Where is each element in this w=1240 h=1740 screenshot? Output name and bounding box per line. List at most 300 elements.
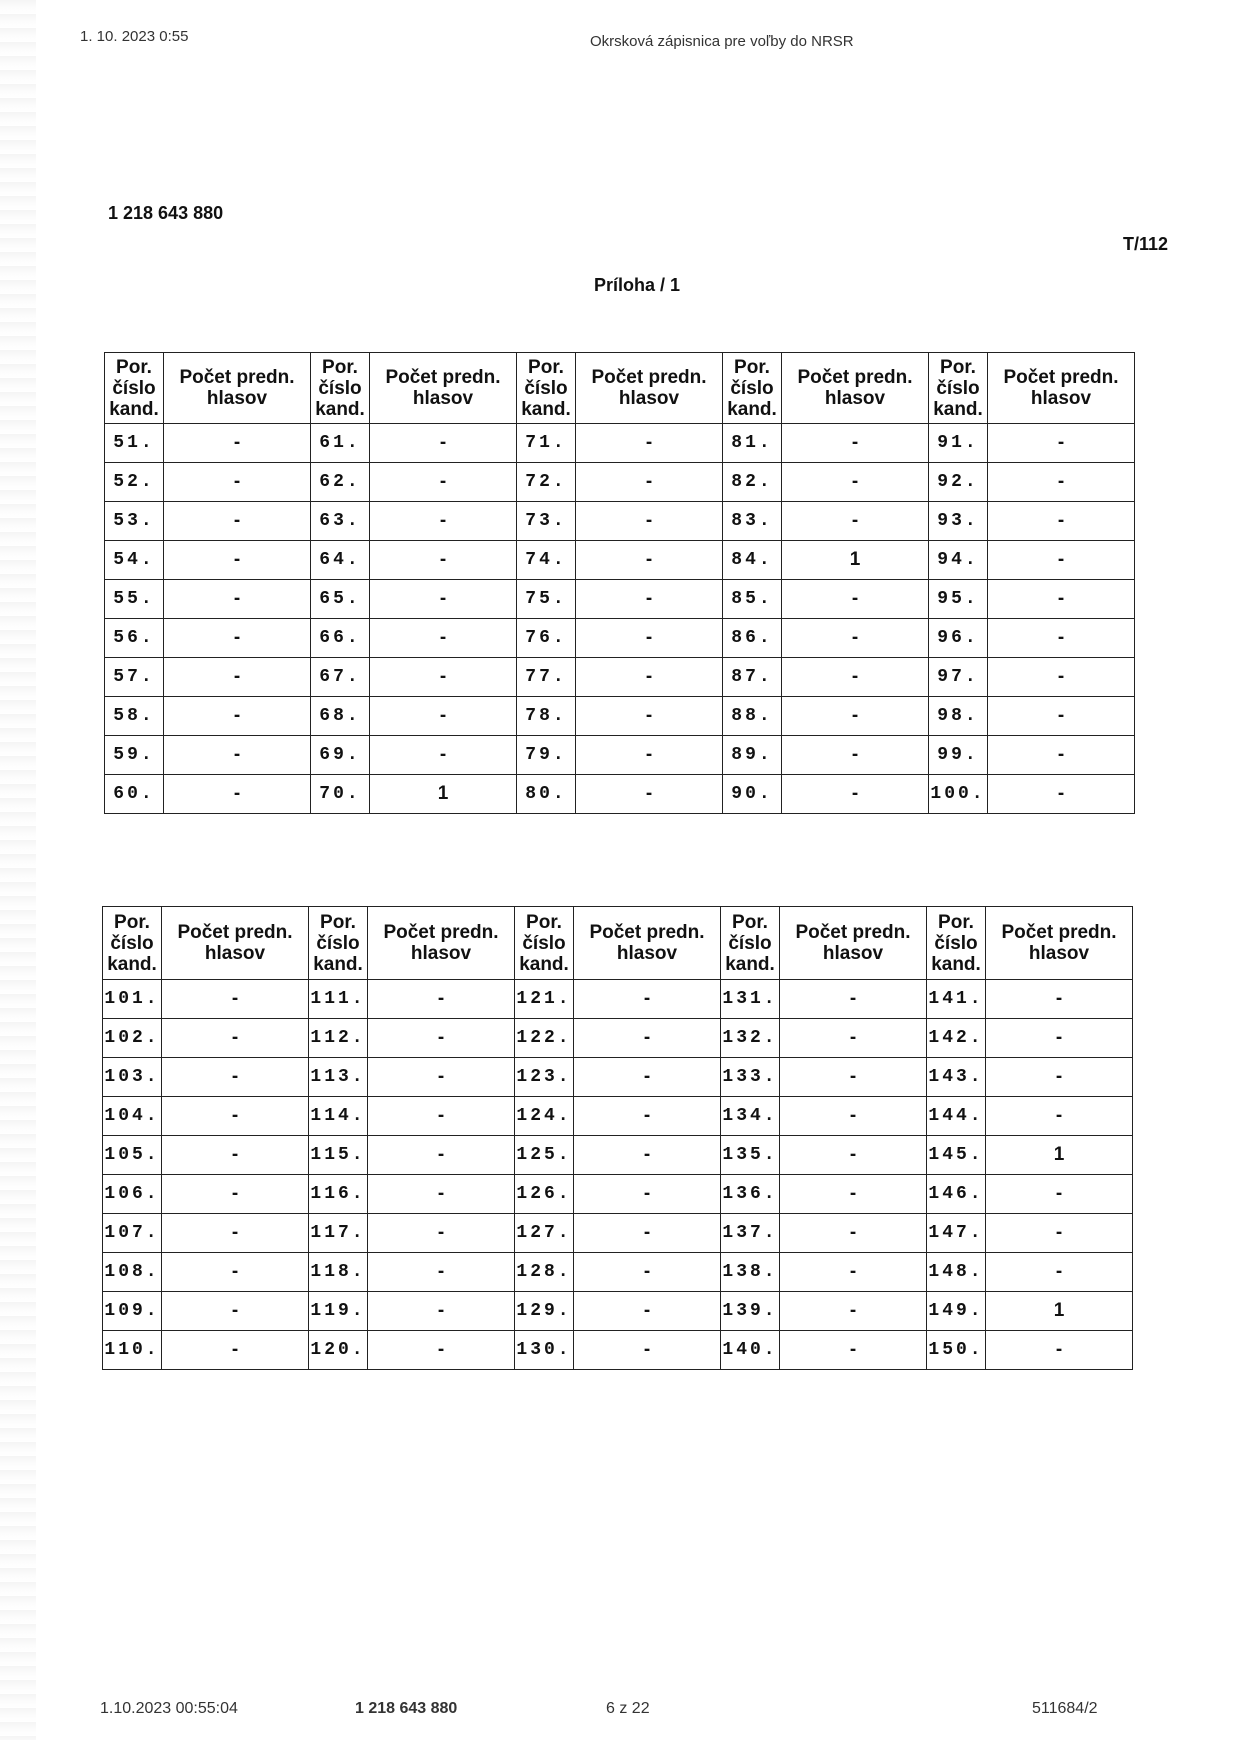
candidate-number-cell: 92. [929,463,988,502]
candidate-number-cell: 139. [721,1292,780,1331]
candidate-number-cell: 133. [721,1058,780,1097]
preference-votes-cell: - [986,1331,1133,1370]
preference-votes-cell: - [370,502,517,541]
preference-votes-cell: - [164,463,311,502]
header-candidate-number [929,353,988,424]
header-line: Por. [322,356,358,378]
preference-votes-cell: - [576,541,723,580]
candidate-number-cell: 60. [105,775,164,814]
preference-votes-cell: - [368,980,515,1019]
header-line: Por. [528,356,564,378]
preference-votes-cell: - [574,1331,721,1370]
candidate-number-cell: 115. [309,1136,368,1175]
preference-votes-cell: - [782,775,929,814]
candidate-number-cell: 150. [927,1331,986,1370]
table-row [103,1019,1133,1058]
candidate-number-cell: 79. [517,736,576,775]
table-row [105,541,1135,580]
header-line: Por. [938,911,974,933]
candidate-number-cell: 75. [517,580,576,619]
header-line: Počet predn. [797,367,913,388]
candidate-number-cell: 147. [927,1214,986,1253]
table-row [105,736,1135,775]
preference-votes-cell: - [162,1019,309,1058]
preference-votes-cell: - [986,1214,1133,1253]
candidate-number-cell: 95. [929,580,988,619]
preference-votes-cell: - [162,1331,309,1370]
candidate-number-cell: 132. [721,1019,780,1058]
header-line: číslo [316,932,360,954]
candidate-number-cell: 110. [103,1331,162,1370]
preference-votes-cell: - [574,1097,721,1136]
preference-votes-cell: - [988,697,1135,736]
header-preference-votes [986,907,1133,980]
preference-votes-cell: - [576,619,723,658]
header-line: číslo [112,377,156,399]
candidate-number-cell: 142. [927,1019,986,1058]
candidate-number-cell: 94. [929,541,988,580]
preference-votes-cell: - [164,619,311,658]
preference-votes-cell: - [368,1019,515,1058]
candidate-number-cell: 76. [517,619,576,658]
preference-votes-cell: 1 [370,775,517,814]
header-line: kand. [727,398,777,420]
header-line: Počet predn. [1001,922,1117,943]
candidate-number-cell: 107. [103,1214,162,1253]
candidate-number-cell: 52. [105,463,164,502]
preference-votes-cell: 1 [986,1292,1133,1331]
preference-votes-cell: - [162,1058,309,1097]
preference-votes-cell: - [370,541,517,580]
preference-votes-cell: - [780,1019,927,1058]
preference-votes-cell: - [780,1097,927,1136]
header-date: 1. 10. 2023 0:55 [80,28,189,45]
candidate-number-cell: 121. [515,980,574,1019]
candidate-number-cell: 129. [515,1292,574,1331]
preference-votes-cell: - [370,736,517,775]
candidate-number-cell: 126. [515,1175,574,1214]
header-line: kand. [931,953,981,975]
candidate-number-cell: 108. [103,1253,162,1292]
candidate-number-cell: 58. [105,697,164,736]
preference-votes-cell: - [574,1292,721,1331]
candidate-number-cell: 124. [515,1097,574,1136]
header-line: hlasov [204,943,266,964]
preference-votes-cell: - [574,1175,721,1214]
table-row [105,424,1135,463]
header-line: Por. [940,356,976,378]
preference-votes-cell: - [988,736,1135,775]
candidate-number-cell: 62. [311,463,370,502]
preference-votes-cell: - [576,502,723,541]
preference-votes-cell: - [780,1292,927,1331]
preference-votes-cell: - [164,658,311,697]
header-candidate-number [517,353,576,424]
preference-votes-cell: - [782,736,929,775]
header-line: Por. [320,911,356,933]
preference-votes-cell: - [164,502,311,541]
header-line: Počet predn. [385,367,501,388]
preference-votes-cell: - [370,580,517,619]
candidate-number-cell: 134. [721,1097,780,1136]
header-preference-votes [988,353,1135,424]
preference-votes-table-1 [104,352,1135,814]
header-line: Počet predn. [795,922,911,943]
candidate-number-cell: 100. [929,775,988,814]
candidate-number-cell: 65. [311,580,370,619]
preference-votes-cell: - [780,1331,927,1370]
header-line: Por. [114,911,150,933]
header-line: kand. [933,398,983,420]
candidate-number-cell: 122. [515,1019,574,1058]
preference-votes-cell: - [370,424,517,463]
preference-votes-cell: - [162,1292,309,1331]
preference-votes-cell: - [782,463,929,502]
preference-votes-cell: - [576,658,723,697]
candidate-number-cell: 87. [723,658,782,697]
header-line: Počet predn. [177,922,293,943]
header-candidate-number [103,907,162,980]
header-line: číslo [728,932,772,954]
preference-votes-cell: - [368,1175,515,1214]
header-line: hlasov [1030,388,1092,409]
preference-votes-cell: - [986,1175,1133,1214]
table-row [103,1214,1133,1253]
header-line: hlasov [412,388,474,409]
candidate-number-cell: 57. [105,658,164,697]
preference-votes-cell: - [574,1136,721,1175]
header-line: hlasov [206,388,268,409]
candidate-number-cell: 118. [309,1253,368,1292]
footer-reference: 511684/2 [1032,1700,1098,1717]
header-line: kand. [109,398,159,420]
candidate-number-cell: 72. [517,463,576,502]
table-row [105,619,1135,658]
header-line: Počet predn. [179,367,295,388]
header-line: číslo [936,377,980,399]
preference-votes-cell: - [164,541,311,580]
header-line: hlasov [822,943,884,964]
preference-votes-cell: - [370,619,517,658]
candidate-number-cell: 119. [309,1292,368,1331]
preference-votes-cell: - [164,697,311,736]
header-line: kand. [107,953,157,975]
candidate-number-cell: 117. [309,1214,368,1253]
candidate-number-cell: 125. [515,1136,574,1175]
candidate-number-cell: 130. [515,1331,574,1370]
candidate-number-cell: 82. [723,463,782,502]
candidate-number-cell: 104. [103,1097,162,1136]
header-candidate-number [311,353,370,424]
candidate-number-cell: 105. [103,1136,162,1175]
table-row [103,1097,1133,1136]
table-row [103,1175,1133,1214]
candidate-number-cell: 80. [517,775,576,814]
preference-votes-cell: - [782,580,929,619]
header-line: číslo [522,932,566,954]
candidate-number-cell: 136. [721,1175,780,1214]
candidate-number-cell: 144. [927,1097,986,1136]
preference-votes-cell: - [368,1253,515,1292]
header-line: číslo [110,932,154,954]
candidate-number-cell: 84. [723,541,782,580]
header-preference-votes [164,353,311,424]
preference-votes-table-2 [102,906,1133,1370]
candidate-number-cell: 91. [929,424,988,463]
candidate-number-cell: 90. [723,775,782,814]
preference-votes-cell: - [574,1214,721,1253]
candidate-number-cell: 116. [309,1175,368,1214]
candidate-number-cell: 71. [517,424,576,463]
preference-votes-cell: - [576,463,723,502]
preference-votes-cell: - [780,1175,927,1214]
candidate-number-cell: 96. [929,619,988,658]
header-candidate-number [105,353,164,424]
form-code: T/112 [1123,234,1169,254]
footer-document-id: 1 218 643 880 [355,1700,458,1717]
preference-votes-cell: - [988,619,1135,658]
preference-votes-cell: - [988,658,1135,697]
candidate-number-cell: 111. [309,980,368,1019]
preference-votes-cell: - [162,1253,309,1292]
header-line: Počet predn. [589,922,705,943]
header-candidate-number [515,907,574,980]
table-row [105,580,1135,619]
preference-votes-cell: - [164,424,311,463]
preference-votes-cell: - [782,502,929,541]
candidate-number-cell: 106. [103,1175,162,1214]
scan-edge-artifact [0,0,36,1740]
header-line: číslo [934,932,978,954]
candidate-number-cell: 93. [929,502,988,541]
document-id: 1 218 643 880 [108,203,224,223]
candidate-number-cell: 83. [723,502,782,541]
preference-votes-cell: - [988,502,1135,541]
candidate-number-cell: 78. [517,697,576,736]
preference-votes-cell: - [986,1019,1133,1058]
candidate-number-cell: 67. [311,658,370,697]
candidate-number-cell: 54. [105,541,164,580]
table-row [103,1292,1133,1331]
preference-votes-cell: 1 [986,1136,1133,1175]
preference-votes-cell: - [986,1058,1133,1097]
candidate-number-cell: 81. [723,424,782,463]
candidate-number-cell: 55. [105,580,164,619]
candidate-number-cell: 85. [723,580,782,619]
preference-votes-cell: - [780,1058,927,1097]
preference-votes-cell: - [574,980,721,1019]
candidate-number-cell: 59. [105,736,164,775]
annex-title: Príloha / 1 [594,275,681,295]
header-line: kand. [519,953,569,975]
preference-votes-cell: - [368,1097,515,1136]
table-row [105,502,1135,541]
candidate-number-cell: 63. [311,502,370,541]
preference-votes-cell: - [780,980,927,1019]
candidate-number-cell: 113. [309,1058,368,1097]
candidate-number-cell: 102. [103,1019,162,1058]
table-row [105,697,1135,736]
candidate-number-cell: 143. [927,1058,986,1097]
preference-votes-cell: - [162,1136,309,1175]
header-line: Por. [734,356,770,378]
preference-votes-cell: - [162,1214,309,1253]
candidate-number-cell: 135. [721,1136,780,1175]
preference-votes-cell: - [576,697,723,736]
footer-page-number: 6 z 22 [606,1700,650,1717]
preference-votes-cell: - [368,1214,515,1253]
preference-votes-cell: - [368,1136,515,1175]
table-row [103,1058,1133,1097]
table-row [105,775,1135,814]
candidate-number-cell: 103. [103,1058,162,1097]
header-line: kand. [315,398,365,420]
header-candidate-number [927,907,986,980]
preference-votes-cell: 1 [782,541,929,580]
preference-votes-cell: - [368,1292,515,1331]
preference-votes-cell: - [574,1019,721,1058]
preference-votes-cell: - [370,463,517,502]
preference-votes-cell: - [782,697,929,736]
header-line: hlasov [618,388,680,409]
candidate-number-cell: 86. [723,619,782,658]
candidate-number-cell: 66. [311,619,370,658]
header-candidate-number [723,353,782,424]
header-preference-votes [162,907,309,980]
candidate-number-cell: 112. [309,1019,368,1058]
header-line: Por. [116,356,152,378]
preference-votes-cell: - [576,775,723,814]
preference-votes-cell: - [368,1058,515,1097]
header-line: hlasov [410,943,472,964]
header-line: Por. [732,911,768,933]
preference-votes-cell: - [988,580,1135,619]
preference-votes-cell: - [986,1097,1133,1136]
preference-votes-cell: - [780,1214,927,1253]
candidate-number-cell: 77. [517,658,576,697]
candidate-number-cell: 99. [929,736,988,775]
preference-votes-cell: - [988,463,1135,502]
candidate-number-cell: 148. [927,1253,986,1292]
header-candidate-number [309,907,368,980]
header-line: kand. [521,398,571,420]
candidate-number-cell: 123. [515,1058,574,1097]
header-preference-votes [368,907,515,980]
header-line: kand. [313,953,363,975]
footer-timestamp: 1.10.2023 00:55:04 [100,1700,238,1717]
preference-votes-cell: - [574,1058,721,1097]
candidate-number-cell: 101. [103,980,162,1019]
preference-votes-cell: - [162,1097,309,1136]
candidate-number-cell: 109. [103,1292,162,1331]
candidate-number-cell: 141. [927,980,986,1019]
preference-votes-cell: - [368,1331,515,1370]
candidate-number-cell: 51. [105,424,164,463]
candidate-number-cell: 98. [929,697,988,736]
candidate-number-cell: 140. [721,1331,780,1370]
header-line: kand. [725,953,775,975]
preference-votes-cell: - [782,658,929,697]
preference-votes-cell: - [576,736,723,775]
preference-votes-cell: - [782,424,929,463]
candidate-number-cell: 145. [927,1136,986,1175]
preference-votes-cell: - [988,541,1135,580]
preference-votes-cell: - [162,1175,309,1214]
candidate-number-cell: 56. [105,619,164,658]
table-row [105,463,1135,502]
preference-votes-cell: - [988,775,1135,814]
candidate-number-cell: 61. [311,424,370,463]
header-line: hlasov [616,943,678,964]
header-preference-votes [780,907,927,980]
header-preference-votes [782,353,929,424]
preference-votes-cell: - [164,580,311,619]
preference-votes-cell: - [370,697,517,736]
preference-votes-cell: - [164,775,311,814]
header-line: Por. [526,911,562,933]
preference-votes-cell: - [988,424,1135,463]
table-row [103,980,1133,1019]
preference-votes-cell: - [574,1253,721,1292]
candidate-number-cell: 146. [927,1175,986,1214]
candidate-number-cell: 97. [929,658,988,697]
table-row [105,658,1135,697]
candidate-number-cell: 70. [311,775,370,814]
table-row [103,1136,1133,1175]
candidate-number-cell: 138. [721,1253,780,1292]
preference-votes-cell: - [164,736,311,775]
header-candidate-number [721,907,780,980]
header-line: Počet predn. [591,367,707,388]
preference-votes-cell: - [780,1253,927,1292]
header-line: číslo [524,377,568,399]
header-line: hlasov [1028,943,1090,964]
candidate-number-cell: 127. [515,1214,574,1253]
header-line: Počet predn. [1003,367,1119,388]
candidate-number-cell: 69. [311,736,370,775]
preference-votes-cell: - [780,1136,927,1175]
header-preference-votes [370,353,517,424]
header-title: Okrsková zápisnica pre voľby do NRSR [590,33,854,50]
header-line: hlasov [824,388,886,409]
preference-votes-cell: - [576,424,723,463]
preference-votes-cell: - [370,658,517,697]
candidate-number-cell: 68. [311,697,370,736]
header-line: Počet predn. [383,922,499,943]
candidate-number-cell: 137. [721,1214,780,1253]
candidate-number-cell: 64. [311,541,370,580]
preference-votes-cell: - [986,1253,1133,1292]
candidate-number-cell: 128. [515,1253,574,1292]
table-row [103,1331,1133,1370]
preference-votes-cell: - [782,619,929,658]
header-line: číslo [730,377,774,399]
preference-votes-cell: - [986,980,1133,1019]
candidate-number-cell: 149. [927,1292,986,1331]
candidate-number-cell: 73. [517,502,576,541]
candidate-number-cell: 89. [723,736,782,775]
candidate-number-cell: 120. [309,1331,368,1370]
table-row [103,1253,1133,1292]
candidate-number-cell: 74. [517,541,576,580]
preference-votes-cell: - [576,580,723,619]
header-preference-votes [576,353,723,424]
preference-votes-cell: - [162,980,309,1019]
header-preference-votes [574,907,721,980]
candidate-number-cell: 88. [723,697,782,736]
candidate-number-cell: 53. [105,502,164,541]
candidate-number-cell: 114. [309,1097,368,1136]
